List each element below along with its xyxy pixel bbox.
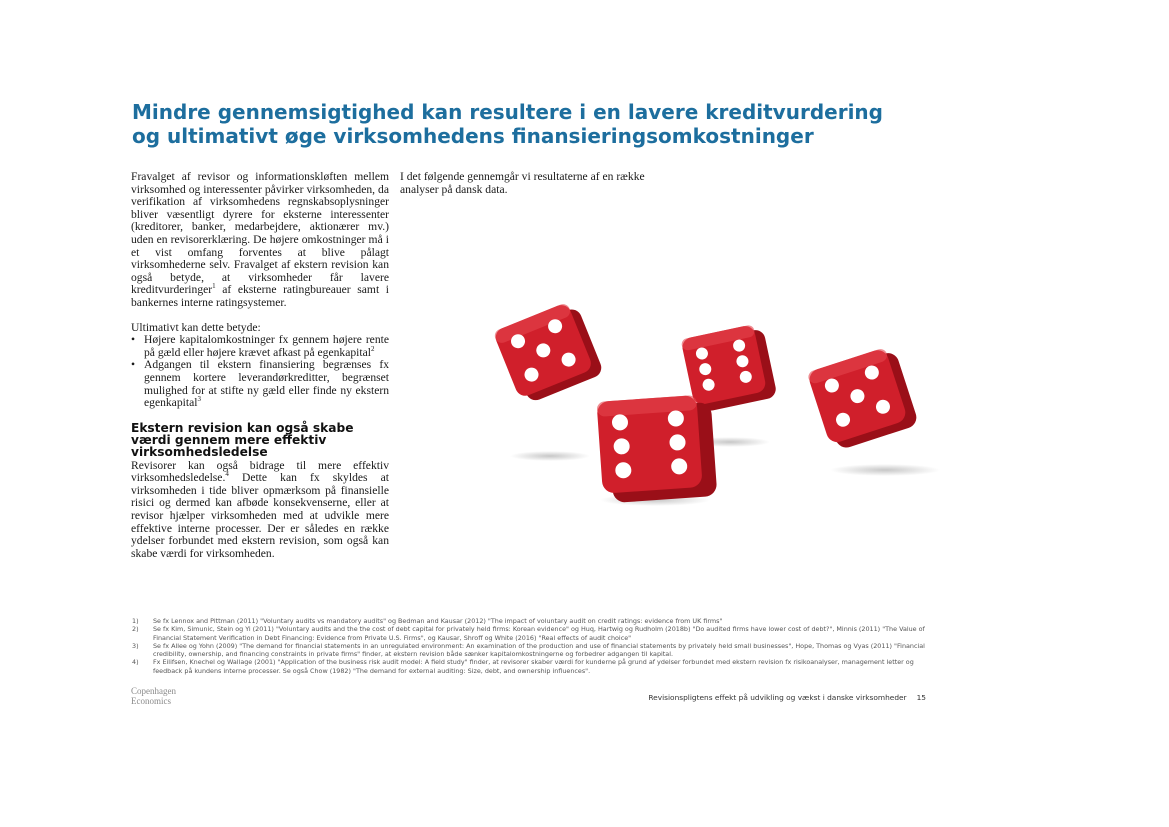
analysis-intro-text: I det følgende gennemgår vi resultaterne af en række analyser på dansk data.	[400, 170, 645, 196]
company-logo	[131, 686, 176, 706]
page-title-line-1: Mindre gennemsigtighed kan resultere i en lavere kreditvurdering	[132, 100, 883, 124]
footnote	[132, 658, 932, 675]
footnote-ref-4: 4	[225, 470, 229, 479]
consequence-list	[131, 334, 389, 410]
footnote	[132, 625, 932, 642]
page-title-line-2: og ultimativt øge virksomhedens finansieringsomkostninger	[132, 124, 814, 148]
list-item	[131, 359, 389, 409]
footnotes	[132, 617, 932, 675]
paragraph-credit-rating-text: Fravalget af revisor og informationskløften mellem virksomhed og interessenter påvirker virksomheden, da verifikation af virksomhedens regnskabsoplysninger bliver væsentligt dyrere for eksterne interessenter (kreditorer, banker, medarbejdere, aktionærer mv.) uden en revisorerklæring. De højere omkostninger må i et vist omfang forventes at blive pålagt virksomhederne selv. Fravalget af ekstern revision kan også betyde, at virksomheder får lavere kreditvurderinger	[131, 170, 389, 297]
right-text-column	[400, 171, 662, 196]
logo-line-2: Economics	[131, 696, 171, 706]
footnote-ref-1: 1	[212, 282, 216, 291]
footnote-text: Se fx Allee og Yohn (2009) "The demand for financial statements in an unregulated environment: An examination of the production and use of financial statements by privately held small businesses", Hope, Thomas og Vyas (2011) "Financial credibility, ownership, and financing constraints in private firms" finder, at ekstern revision både sænker kapitalomkostningerne og forbedrer adgangen til kapital.	[153, 641, 925, 659]
footnote-text: Fx Eilifsen, Knechel og Wallage (2001) "Application of the business risk audit model: A field study" finder, at revisorer skaber værdi for kunderne på grund af ydelser forbundet med ekstern revision fx risikoanalyser, management letter og feedback på kundens interne processer. Se også Chow (1982) "The demand for external auditing: Size, debt, and ownership influences".	[153, 658, 914, 675]
footnote-text: Se fx Kim, Simunic, Stein og Yi (2011) "Voluntary audits and the the cost of debt capital for privately held firms: Korean evidence" og Huq, Hartwig og Rudholm (2018b) "Do audited firms have lower cost of debt?", Minnis (2011) "The Value of Financial Statement Verification in Debt Financing: Evidence from Private U.S. Firms", og Kausar, Shroff og White (2016) "Real effects of audit choice"	[153, 625, 925, 642]
footnote-number: 2)	[132, 625, 139, 634]
list-item-text: Højere kapitalomkostninger fx gennem højere rente på gæld eller højere krævet afkast på egenkapital	[144, 333, 389, 359]
die-3	[807, 345, 920, 453]
bullet-icon: •	[131, 358, 136, 372]
list-item	[131, 334, 389, 359]
paragraph-governance	[131, 460, 389, 561]
page-footer	[648, 693, 926, 702]
footnote	[132, 642, 932, 659]
footnote-text: Se fx Lennox and Pittman (2011) "Voluntary audits vs mandatory audits" og Bedman and Kausar (2012) "The impact of voluntary audit on credit ratings: evidence from UK firms"	[153, 617, 723, 625]
red-dice-icon	[490, 290, 950, 520]
footnote	[132, 617, 932, 625]
left-text-column	[131, 171, 389, 560]
logo-line-1: Copenhagen	[131, 686, 176, 696]
footnote-ref-3: 3	[197, 395, 201, 404]
bullet-icon: •	[131, 333, 136, 347]
footnote-number: 3)	[132, 641, 139, 650]
paragraph-credit-rating-text-end: af eksterne ratingbureauer samt i bankernes interne ratingsystemer.	[131, 283, 389, 309]
list-intro: Ultimativt kan dette betyde:	[131, 320, 261, 334]
die-4	[597, 394, 718, 504]
die-1	[493, 299, 605, 406]
footer-report-title: Revisionspligtens effekt på udvikling og vækst i danske virksomheder	[648, 693, 907, 702]
dice-image	[490, 290, 950, 520]
paragraph-governance-text-end: Dette kan fx skyldes at virksomheden i tide bliver opmærksom på finansielle risici og dermed kan afbøde konsekvenserne, eller at revisor hjælper virksomheden med at udvikle mere effektive interne processer. Der er således en række ydelser forbundet med ekstern revision, som også kan skabe værdi for virksomheden.	[131, 471, 389, 560]
section-subheading: Ekstern revision kan også skabe værdi gennem mere effektiv virksomhedsledelse	[131, 420, 354, 459]
paragraph-governance-text: Revisorer kan også bidrage til mere effektiv virksomhedsledelse.	[131, 458, 389, 485]
footnote-number: 4)	[132, 658, 139, 667]
page-number: 15	[916, 693, 926, 702]
list-item-text: Adgangen til ekstern finansiering begrænses fx gennem kortere leverandørkreditter, begrænset mulighed for at stifte ny gæld eller finde ny ekstern egenkapital	[144, 358, 389, 410]
footnote-number: 1)	[132, 617, 139, 625]
paragraph-credit-rating	[131, 171, 389, 310]
footnote-ref-2: 2	[370, 344, 375, 353]
page-title	[132, 100, 932, 148]
